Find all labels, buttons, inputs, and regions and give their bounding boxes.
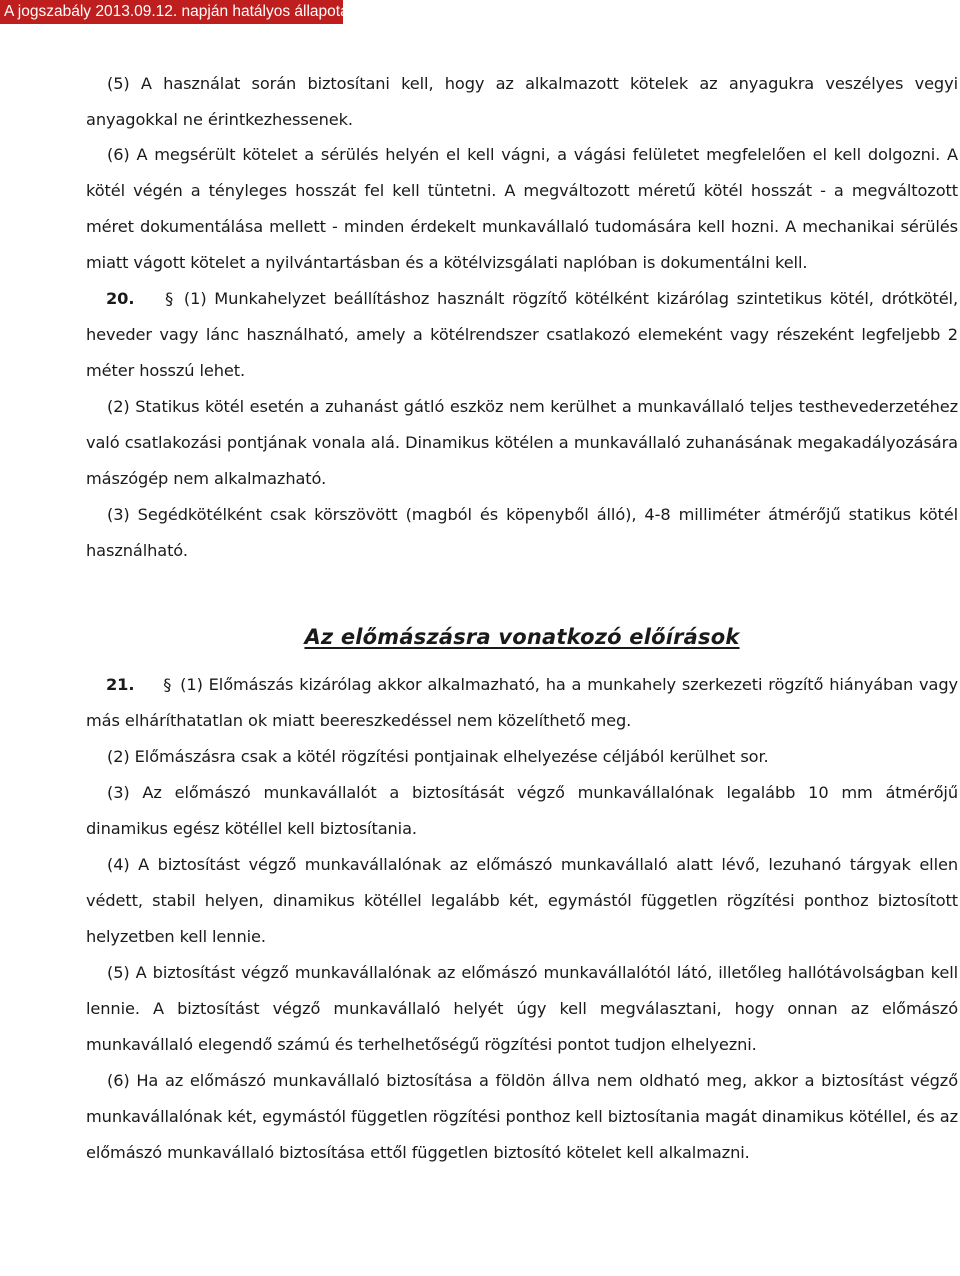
section-21-paragraph-1 — [86, 667, 958, 739]
section-20-text-1: (1) Munkahelyzet beállításhoz használt rögzítő kötélként kizárólag szintetikus kötél, drótkötél, heveder vagy lánc használható, amely a kötélrendszer csatlakozó elemeként vagy részeként legfeljebb 2 méter hosszú lehet. — [86, 289, 959, 380]
validity-banner: A jogszabály 2013.09.12. napján hatályos állapota — [0, 0, 343, 24]
section-20-paragraph-2: (2) Statikus kötél esetén a zuhanást gátló eszköz nem kerülhet a munkavállaló teljes testhevederzetéhez való csatlakozási pontjának vonala alá. Dinamikus kötélen a munkavállaló zuhanásának megakadályozására mászógép nem alkalmazható. — [86, 397, 958, 488]
section-gap — [86, 569, 958, 611]
document-body — [86, 66, 958, 1171]
section-21-paragraph-2: (2) Előmászásra csak a kötél rögzítési pontjainak elhelyezése céljából kerülhet sor. — [107, 747, 769, 766]
section-21-paragraph-4: (4) A biztosítást végző munkavállalónak az előmászó munkavállaló alatt lévő, lezuhanó tárgyak ellen védett, stabil helyen, dinamikus kötéllel legalább két, egymástól független rögzítési ponthoz biztosított helyzetben kell lennie. — [86, 855, 958, 946]
paragraph-6: (6) A megsérült kötelet a sérülés helyén el kell vágni, a vágási felületet megfelelően el kell dolgozni. A kötél végén a tényleges hosszát fel kell tüntetni. A megváltozott méretű kötél hosszát - a megváltozott méret dokumentálása mellett - minden érdekelt munkavállaló tudomására kell hozni. A mechanikai sérülés miatt vágott kötelet a nyilvántartásban és a kötélvizsgálati naplóban is dokumentálni kell. — [86, 145, 958, 272]
section-21-paragraph-6: (6) Ha az előmászó munkavállaló biztosítása a földön állva nem oldható meg, akkor a biztosítást végző munkavállalónak két, egymástól független rögzítési ponthoz kell biztosítania magát dinamikus kötéllel, és az előmászó munkavállaló biztosítása ettől független biztosító kötelet kell alkalmazni. — [86, 1071, 958, 1162]
section-number: 20. — [106, 289, 135, 308]
section-21-paragraph-3: (3) Az előmászó munkavállalót a biztosítását végző munkavállalónak legalább 10 mm átmérőjű dinamikus egész kötéllel kell biztosítania. — [86, 783, 958, 838]
section-21-text-1: (1) Előmászás kizárólag akkor alkalmazható, ha a munkahely szerkezeti rögzítő hiányában vagy más elháríthatatlan ok miatt beereszkedéssel nem közelíthető meg. — [86, 675, 959, 730]
section-21-paragraph-5: (5) A biztosítást végző munkavállalónak az előmászó munkavállalótól látó, illetőleg hallótávolságban kell lennie. A biztosítást végző munkavállaló helyét úgy kell megválasztani, hogy onnan az előmászó munkavállaló elegendő számú és terhelhetőségű rögzítési pontot tudjon elhelyezni. — [86, 963, 958, 1054]
paragraph-5: (5) A használat során biztosítani kell, hogy az alkalmazott kötelek az anyagukra veszélyes vegyi anyagokkal ne érintkezhessenek. — [86, 74, 958, 129]
section-sign: § — [163, 675, 172, 694]
section-20-paragraph-3: (3) Segédkötélként csak körszövött (magból és köpenyből álló), 4-8 milliméter átmérőjű statikus kötél használható. — [86, 505, 958, 560]
section-20-paragraph-1 — [86, 281, 958, 389]
section-sign: § — [165, 289, 174, 308]
section-number: 21. — [106, 675, 135, 694]
section-heading: Az előmászásra vonatkozó előírások — [304, 625, 740, 649]
